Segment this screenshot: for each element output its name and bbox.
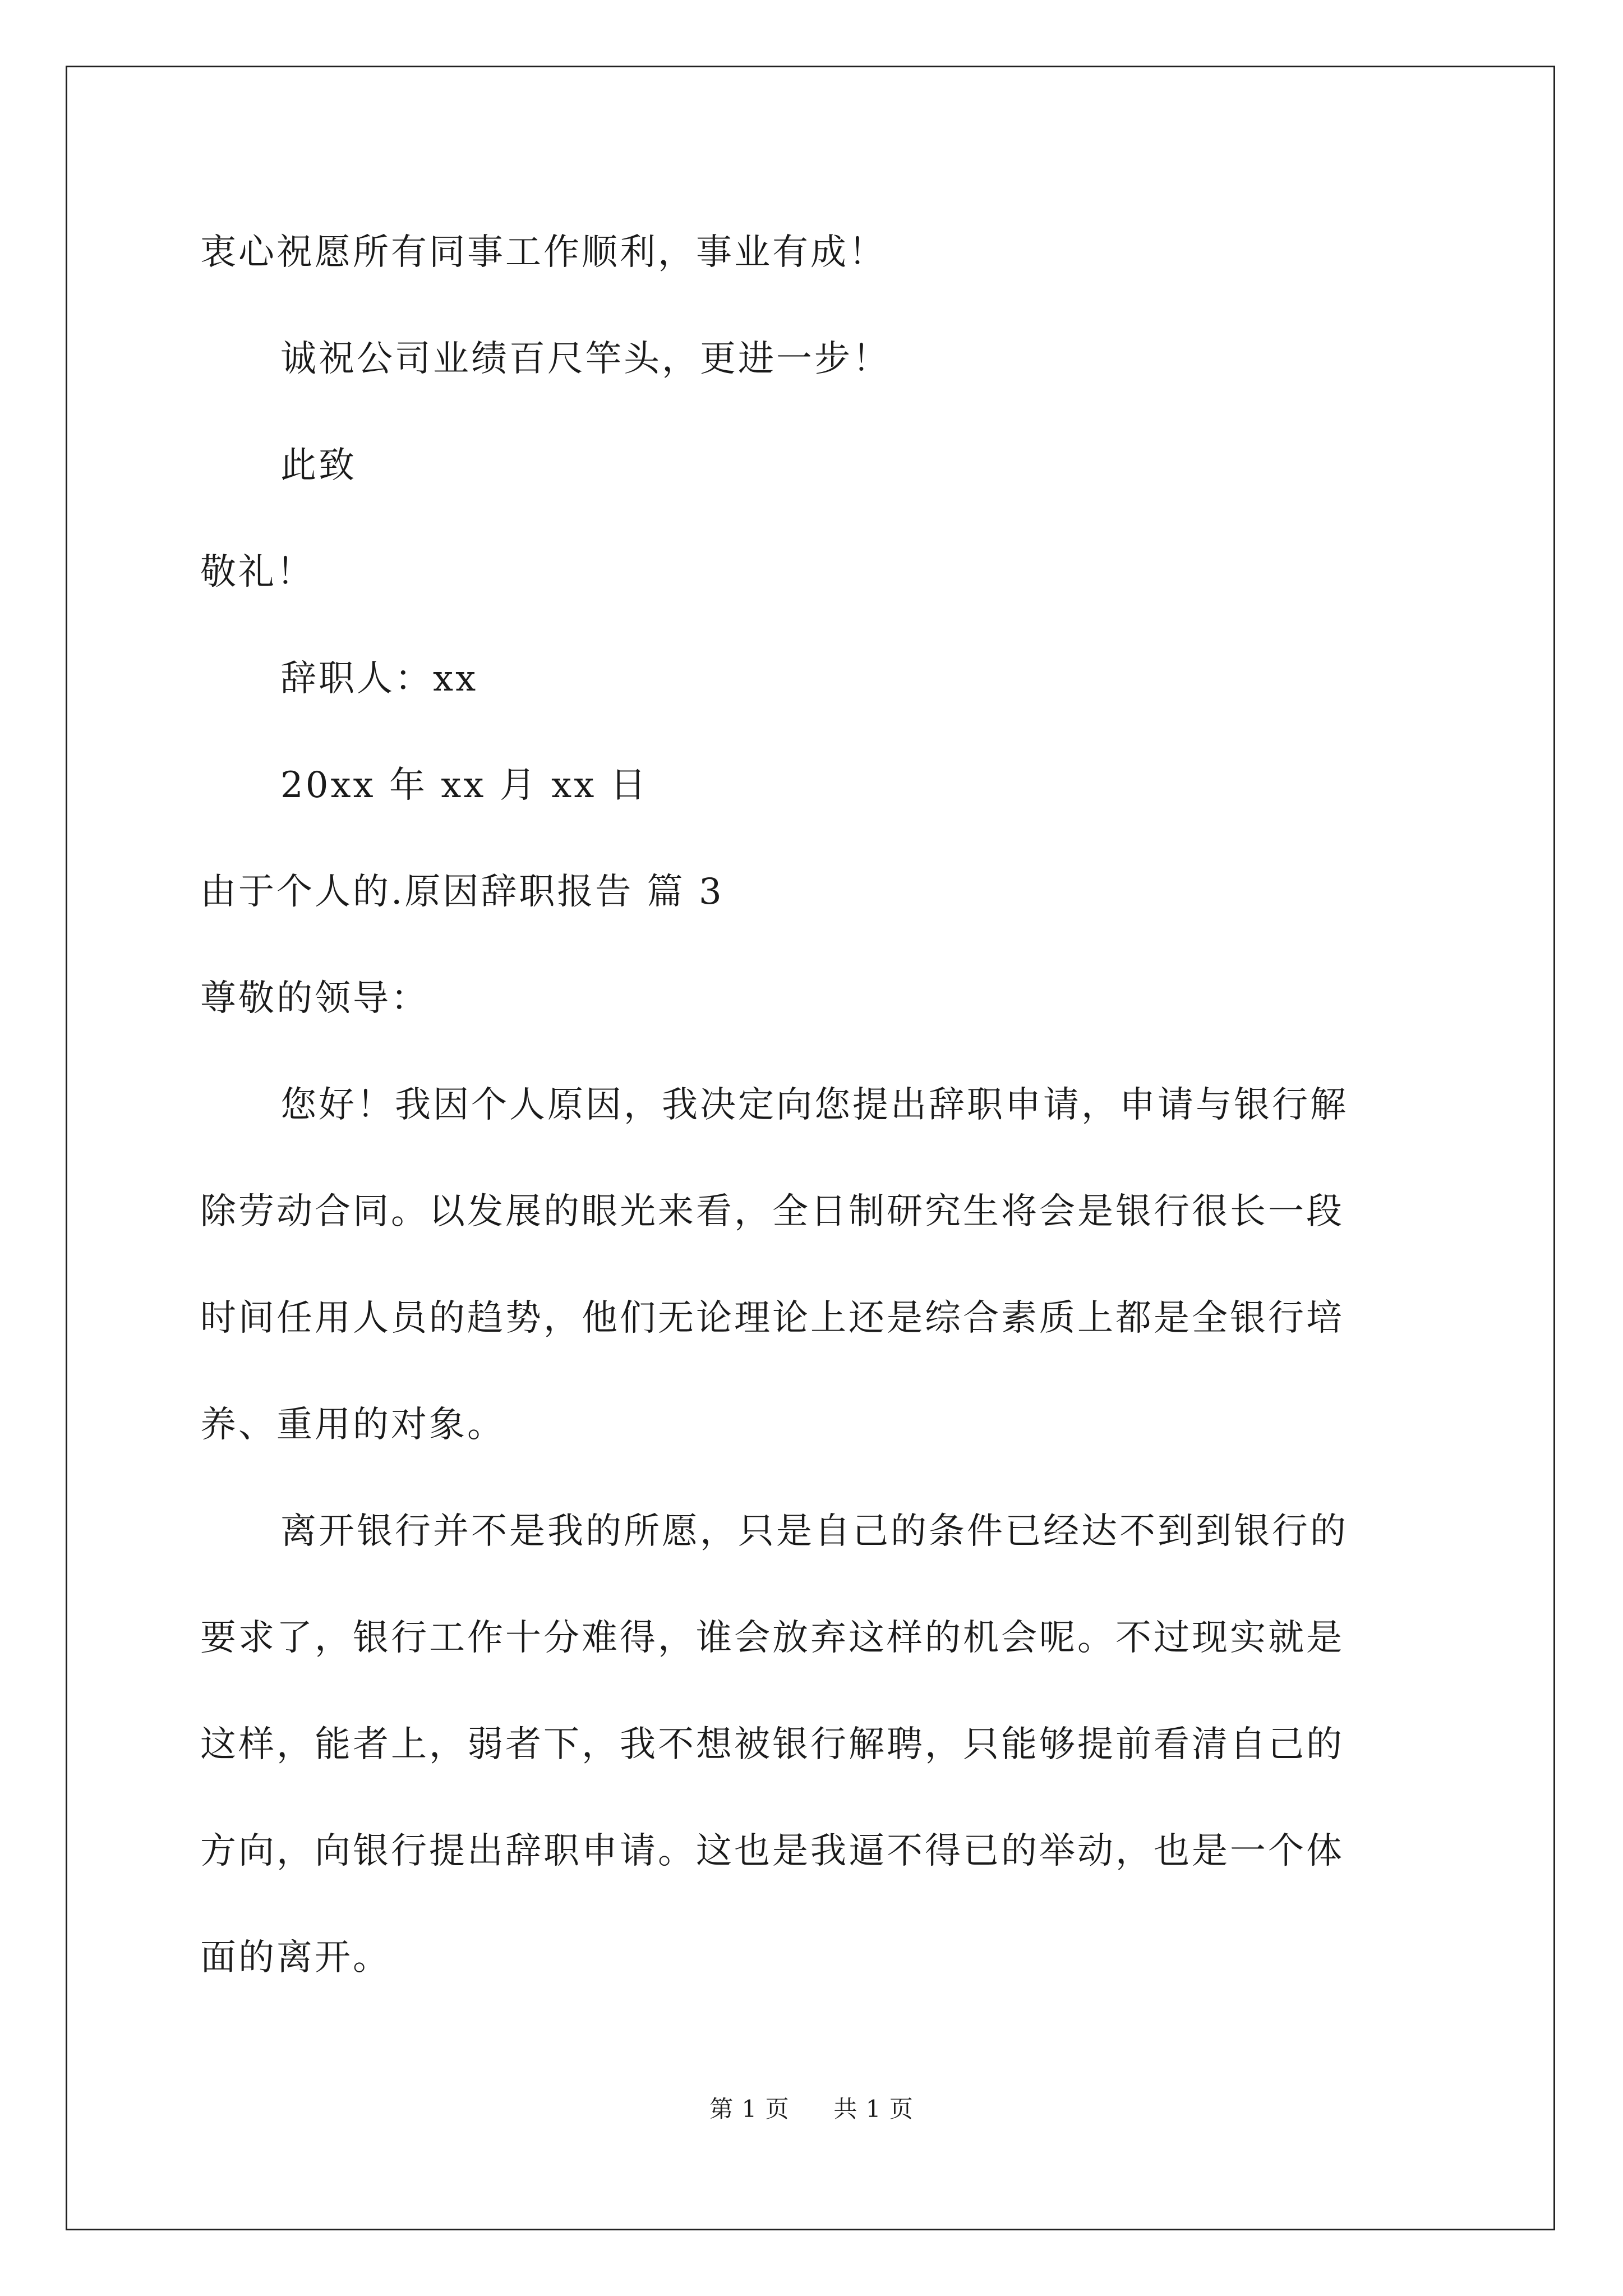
text-line: 辞职人：xx <box>280 658 478 700</box>
text-line: 养、重用的对象。 <box>200 1404 505 1446</box>
text-line: 敬礼！ <box>200 551 315 593</box>
text-line: 20xx 年 xx 月 xx 日 <box>280 765 648 806</box>
page-number-current: 第 1 页 <box>709 2095 790 2123</box>
text-line: 时间任用人员的趋势，他们无论理论上还是综合素质上都是全银行培 <box>200 1297 1344 1339</box>
text-line: 方向，向银行提出辞职申请。这也是我逼不得已的举动，也是一个体 <box>200 1830 1344 1872</box>
text-line: 除劳动合同。以发展的眼光来看，全日制研究生将会是银行很长一段 <box>200 1191 1344 1232</box>
section-heading: 由于个人的.原因辞职报告 篇 3 <box>200 871 724 913</box>
page-footer <box>0 2093 1623 2125</box>
text-line: 您好！我因个人原因，我决定向您提出辞职申请，申请与银行解 <box>280 1084 1348 1126</box>
text-line: 衷心祝愿所有同事工作顺利，事业有成！ <box>200 232 887 273</box>
salutation: 尊敬的领导： <box>200 978 429 1019</box>
text-line: 面的离开。 <box>200 1937 391 1978</box>
text-line: 诚祝公司业绩百尺竿头，更进一步！ <box>280 338 891 380</box>
page-number-total: 共 1 页 <box>833 2095 914 2123</box>
page-border <box>66 66 1555 2230</box>
text-line: 要求了，银行工作十分难得，谁会放弃这样的机会呢。不过现实就是 <box>200 1617 1344 1659</box>
text-line: 此致 <box>280 445 357 486</box>
text-line: 离开银行并不是我的所愿，只是自己的条件已经达不到到银行的 <box>280 1511 1348 1552</box>
text-line: 这样，能者上，弱者下，我不想被银行解聘，只能够提前看清自己的 <box>200 1724 1344 1765</box>
